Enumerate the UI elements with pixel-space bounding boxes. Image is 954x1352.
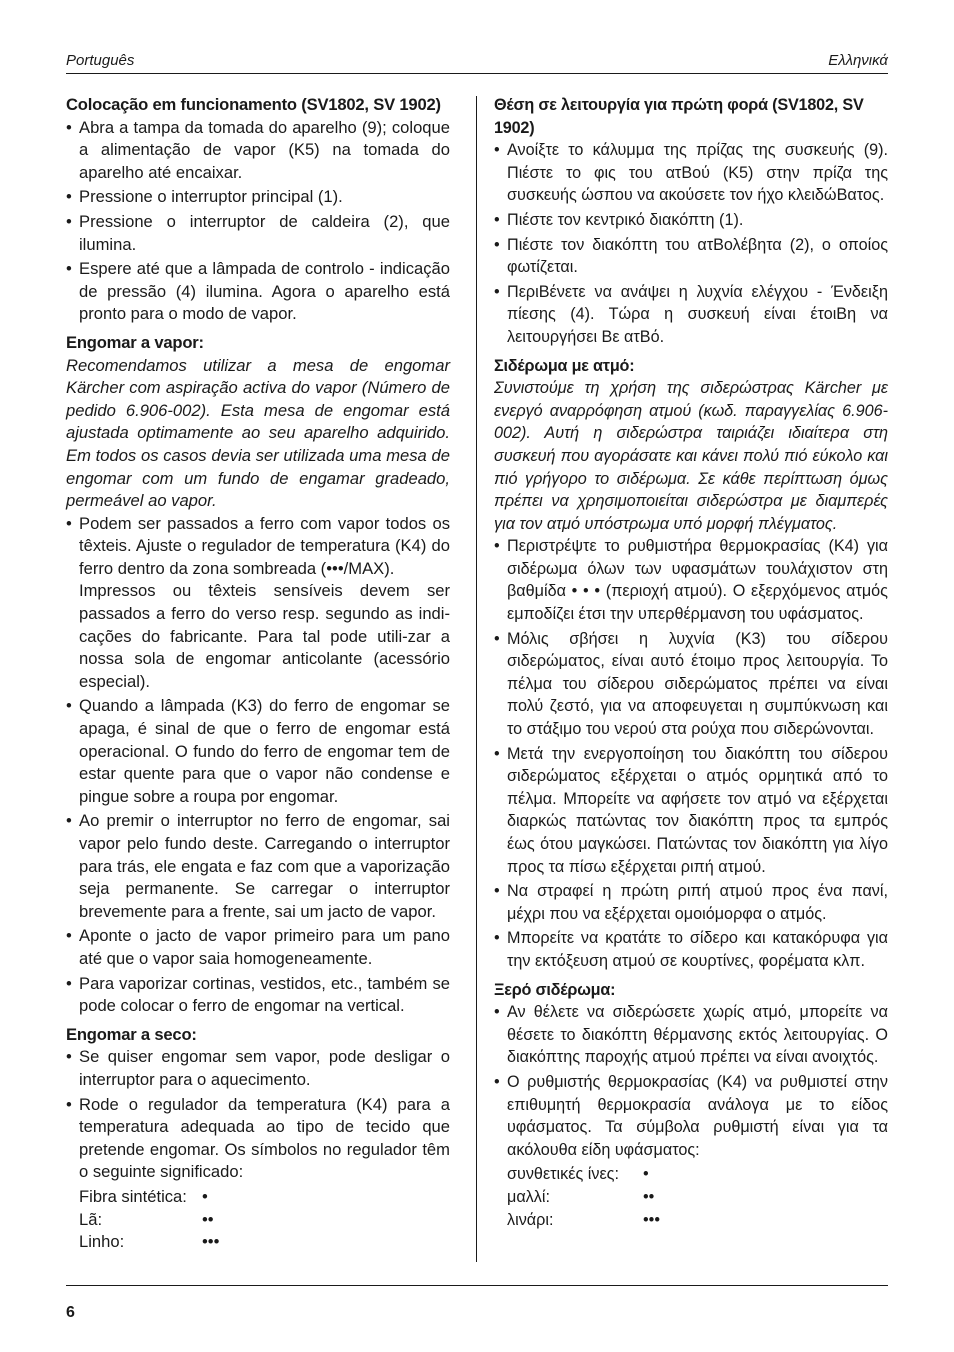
section-title-dry-ironing: Engomar a seco: [66, 1024, 197, 1044]
symbol-dots: • [643, 1165, 649, 1184]
symbol-dots: ••• [202, 1232, 220, 1252]
symbol-dots: •• [202, 1209, 214, 1229]
temperature-symbols [79, 1186, 450, 1254]
list-item-text: Impressos ou têxteis sensíveis devem ser passados a ferro do verso resp. segundo as indi-cações do fabricante. Para tal pode utili-zar a nossa sola de engomar anticolante (acessório especial). [79, 581, 450, 691]
list-item: • Πιέστε τον διακόπτη του ατΒολέβητα (2), ο οποίος φωτίζεται. [494, 234, 888, 279]
section-title-dry-ironing: Ξερό σιδέρωμα: [494, 980, 616, 999]
startup-list [494, 139, 888, 348]
list-item: • Πιέστε τον κεντρικό διακόπτη (1). [494, 209, 888, 232]
list-item [66, 513, 450, 694]
list-item: • Espere até que a lâmpada de controlo - indicação de pressão (4) ilumina. Agora o aparelho está pronto para o modo de vapor. [66, 258, 450, 326]
symbol-dots: ••• [643, 1210, 661, 1229]
symbol-row [507, 1186, 888, 1209]
list-item: • ΠεριΒένετε να ανάψει η λυχνία ελέγχου - Ένδειξη πίεσης (4). Τώρα η συσκευή είναι έτοιΒη να λειτουργήσει Βε ατΒό. [494, 281, 888, 349]
footer-rule [66, 1285, 888, 1286]
list-item: • Rode o regulador da temperatura (K4) para a temperatura adequada ao tipo de tecido que pretende engomar. Os símbolos no regulador têm o seguinte significado: [66, 1094, 450, 1184]
steam-ironing-intro: Recomendamos utilizar a mesa de engomar Kärcher com aspiração activa do vapor (Número de pedido 6.906-002). Esta mesa de engomar está ajustada optimamente ao seu aparelho adquirido. Em todos os casos devia ser utilizada uma mesa de engomar com um fundo de engamar gradeado, permeável ao vapor. [66, 355, 450, 511]
header-language-left: Português [66, 52, 135, 69]
dry-ironing-list [66, 1046, 450, 1184]
symbol-label: μαλλί: [507, 1187, 550, 1206]
section-title-steam-ironing: Σιδέρωμα με ατμό: [494, 356, 635, 375]
symbol-row [79, 1231, 450, 1254]
symbol-row [507, 1209, 888, 1232]
list-item: • Ο ρυθμιστής θερμοκρασίας (K4) να ρυθμιστεί στην επιθυμητή θερμοκρασία ανάλογα με το είδος υφάσματος. Τα σύμβολα ρυθμιστή είναι για τα ακόλουθα είδη υφάσματος: [494, 1071, 888, 1161]
column-greek [494, 94, 888, 1231]
list-item: • Ανοίξτε το κάλυμμα της πρίζας της συσκευής (9). Πιέστε το φις του ατΒού (K5) στην πρίζα της συσκευής ώσπου να ακούσετε τον ήχο κλειδώΒατος. [494, 139, 888, 207]
steam-ironing-list [494, 535, 888, 972]
list-item: • Περιστρέψτε το ρυθμιστήρα θερμοκρασίας (K4) για σιδέρωμα όλων των υφασμάτων τουλάχιστον στη βαθμίδα • • • (περιοχή ατμού). Ο εξερχόμενος ατμός εμποδίζει έτσι την υπερθέρμανση του υφάσματος. [494, 535, 888, 625]
list-item: • Quando a lâmpada (K3) do ferro de engomar se apaga, é sinal de que o ferro de engomar está operacional. O fundo do ferro de engomar tem de estar quente para que o vapor não condense e pingue sobre a roupa por engomar. [66, 695, 450, 808]
list-item: • Μετά την ενεργοποίηση του διακόπτη του σίδερου σιδερώματος εξέρχεται ο ατμός ορμητικά από το πέλμα. Μπορείτε να αφήσετε τον ατμό να εξέρχεται διαρκώς πατώντας τον διακόπτη προς τα εμπρός έως ότου μαγκώσει. Πατώντας τον διακόπτη για λίγο προς τα πίσω εξέρχεται ριπή ατμού. [494, 743, 888, 879]
list-item: • Para vaporizar cortinas, vestidos, etc., também se pode colocar o ferro de engomar na vertical. [66, 973, 450, 1018]
list-item: • Se quiser engomar sem vapor, pode desligar o interruptor para o aquecimento. [66, 1046, 450, 1091]
symbol-label: συνθετικές ίνες: [507, 1165, 619, 1184]
symbol-row [507, 1163, 888, 1186]
section-title-startup: Colocação em funcionamento (SV1802, SV 1902) [66, 95, 441, 114]
list-item-text: • Podem ser passados a ferro com vapor todos os têxteis. Ajuste o regulador de temperatura (K4) do ferro dentro da zona sombreada (•••/MAX). [79, 513, 450, 578]
symbol-label: λινάρι: [507, 1210, 554, 1229]
startup-list [66, 117, 450, 326]
list-item: • Να στραφεί η πρώτη ριπή ατμού προς ένα πανί, μέχρι που να εξέρχεται ομοιόμορφα ο ατμός. [494, 880, 888, 925]
list-item: • Ao premir o interruptor no ferro de engomar, sai vapor pelo fundo deste. Carregando o interruptor para trás, ele engata e faz com que a vaporização seja permanente. Se carregar o interruptor brevemente para a frente, sai um jacto de vapor. [66, 810, 450, 923]
list-item: • Pressione o interruptor de caldeira (2), que ilumina. [66, 211, 450, 256]
column-divider [476, 96, 477, 1262]
list-item: • Abra a tampa da tomada do aparelho (9); coloque a alimentação de vapor (K5) na tomada do aparelho até encaixar. [66, 117, 450, 185]
header-rule [66, 73, 888, 74]
steam-ironing-list [66, 513, 450, 1018]
page-number: 6 [66, 1304, 75, 1321]
symbol-label: Linho: [79, 1232, 125, 1252]
column-portuguese [66, 94, 450, 1254]
steam-ironing-intro: Συνιστούμε τη χρήση της σιδερώστρας Kärcher με ενεργό αναρρόφηση ατμού (κωδ. παραγγελίας 6.906-002). Αυτή η σιδερώστρα ταιριάζει ιδιαίτερα στη συσκευή που αγοράσατε και κάνει πολύ πιό εύκολο και πιό γρήγορο το σιδέρωμα. Σε κάθε περίπτωση όμως πρέπει να χρησιμοποιείται σιδερώστρα με διαμπερές για τον ατμό υπόστρωμα υπό μορφή πλέγματος. [494, 379, 888, 533]
list-item: • Αν θέλετε να σιδερώσετε χωρίς ατμό, μπορείτε να θέσετε το διακόπτη θέρμανσης εκτός λειτουργίας. Ο διακόπτης παροχής ατμού πρέπει να είναι ανοιχτός. [494, 1001, 888, 1069]
symbol-row [79, 1186, 450, 1209]
symbol-dots: •• [643, 1187, 655, 1206]
symbol-row [79, 1209, 450, 1232]
list-item: • Pressione o interruptor principal (1). [66, 186, 450, 209]
list-item: • Μπορείτε να κρατάτε το σίδερο και κατακόρυφα για την εκτόξευση ατμού σε κουρτίνες, φορέματα κλπ. [494, 927, 888, 972]
section-title-steam-ironing: Engomar a vapor: [66, 332, 204, 352]
header-language-right: Ελληνικά [828, 52, 888, 69]
symbol-label: Fibra sintética: [79, 1186, 187, 1206]
list-item: • Μόλις σβήσει η λυχνία (K3) του σίδερου σιδερώματος, είναι αυτό έτοιμο προς λειτουργία. Το πέλμα του σίδερου σιδερώματος πρέπει να είναι πολύ ζεστό, για να αποφευγεται η συμπύκνωση και το στάξιμο του νερού στα ρούχα που σιδερώνονται. [494, 628, 888, 741]
section-title-startup: Θέση σε λειτουργία για πρώτη φορά (SV1802, SV 1902) [494, 96, 864, 137]
symbol-label: Lã: [79, 1209, 103, 1229]
temperature-symbols [507, 1163, 888, 1231]
list-item: • Aponte o jacto de vapor primeiro para um pano até que o vapor saia homogeneamente. [66, 925, 450, 970]
symbol-dots: • [202, 1186, 208, 1206]
dry-ironing-list [494, 1001, 888, 1161]
